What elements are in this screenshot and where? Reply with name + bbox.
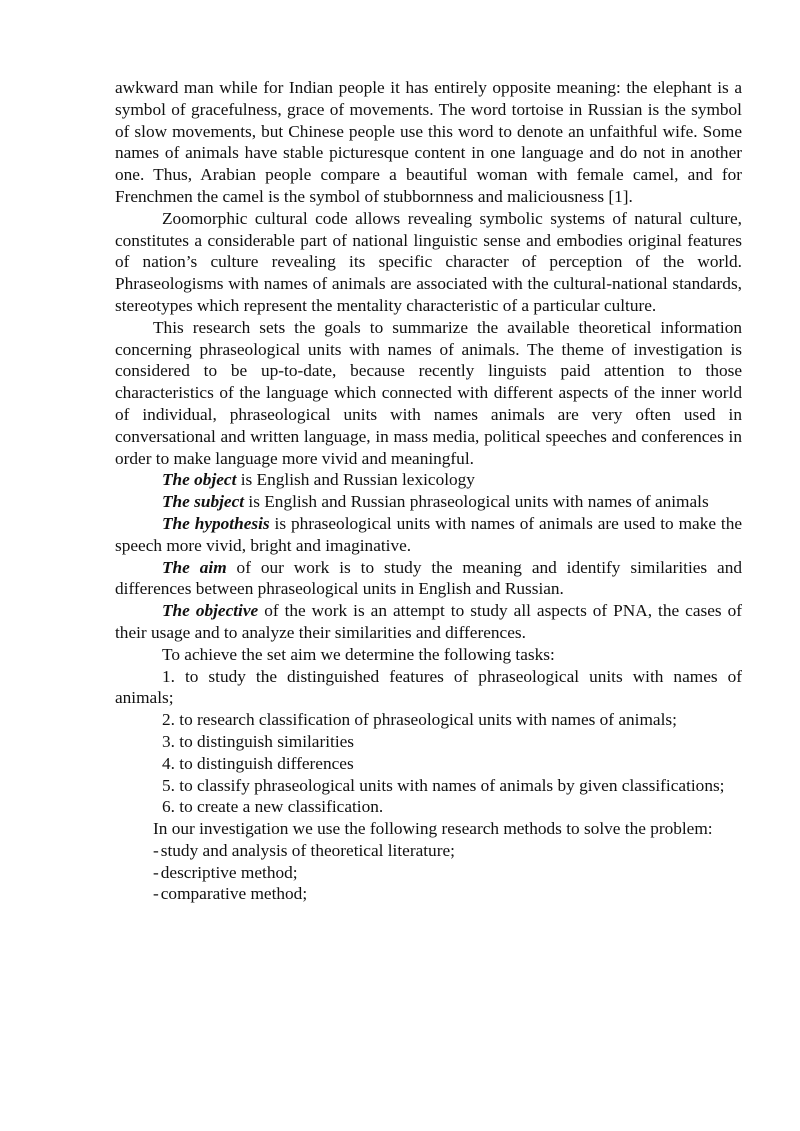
term-hypothesis: The hypothesis xyxy=(162,513,270,533)
task-item: 6. to create a new classification. xyxy=(162,797,384,817)
method-item xyxy=(115,883,742,905)
method-text: study and analysis of theoretical literature; xyxy=(160,840,455,860)
paragraph-animal-symbols: awkward man while for Indian people it has entirely opposite meaning: the elephant is a symbol of gracefulness, grace of movements. The word tortoise in Russian is the symbol of slow movements, but Chinese people use this word to denote an unfaithful wife. Some names of animals have stable picturesque content in one language and do not in another one. Thus, Arabian people compare a beautiful woman with female camel, and for Frenchmen the camel is the symbol of stubbornness and maliciousness [1]. xyxy=(115,78,742,206)
task-item: 2. to research classification of phraseological units with names of animals; xyxy=(162,710,677,730)
paragraph-research-goals: This research sets the goals to summarize the available theoretical information concerning phraseological units with names of animals. The theme of investigation is considered to be up-to-date, because recently linguists paid attention to those characteristics of the language which connected with different aspects of the inner world of individual, phraseological units with names animals are very often used in conversational and written language, in mass media, political speeches and conferences in order to make language more vivid and meaningful. xyxy=(115,317,742,468)
text-object: is English and Russian lexicology xyxy=(236,470,475,490)
text-aim: of our work is to study the meaning and identify similarities and differences between phraseological units in English and Russian. xyxy=(115,557,742,599)
term-aim: The aim xyxy=(162,557,227,577)
methods-intro: In our investigation we use the following research methods to solve the problem: xyxy=(153,819,713,839)
paragraph-zoomorphic-code: Zoomorphic cultural code allows revealing symbolic systems of natural culture, constitutes a considerable part of national linguistic sense and embodies original features of nation’s culture revealing its specific character of perception of the world. Phraseologisms with names of animals are associated with the cultural-national standards, stereotypes which represent the mentality characteristic of a particular culture. xyxy=(115,208,742,315)
definition-object xyxy=(115,469,742,491)
definition-subject xyxy=(115,491,742,513)
tasks-intro: To achieve the set aim we determine the following tasks: xyxy=(162,644,555,664)
task-item: 4. to distinguish differences xyxy=(162,753,354,773)
term-object: The object xyxy=(162,470,237,490)
method-item xyxy=(115,840,742,862)
text-objective: of the work is an attempt to study all aspects of PNA, the cases of their usage and to analyze their similarities and differences. xyxy=(115,601,742,642)
method-text: comparative method; xyxy=(160,884,308,904)
definition-objective xyxy=(115,600,742,644)
dash-bullet: - xyxy=(153,840,159,860)
task-item: 1. to study the distinguished features of phraseological units with names of animals; xyxy=(115,666,742,708)
method-item xyxy=(115,862,742,884)
method-text: descriptive method; xyxy=(160,862,298,882)
task-item: 3. to distinguish similarities xyxy=(162,731,355,751)
dash-bullet: - xyxy=(153,862,159,882)
text-subject: is English and Russian phraseological units with names of animals xyxy=(244,492,709,512)
dash-bullet: - xyxy=(153,884,159,904)
definition-hypothesis xyxy=(115,513,742,557)
document-page xyxy=(115,77,742,905)
text-hypothesis: is phraseological units with names of animals are used to make the speech more vivid, bright and imaginative. xyxy=(115,513,743,555)
term-subject: The subject xyxy=(162,492,245,512)
task-item: 5. to classify phraseological units with names of animals by given classifications; xyxy=(162,775,725,795)
definition-aim xyxy=(115,557,742,601)
term-objective: The objective xyxy=(162,601,259,621)
